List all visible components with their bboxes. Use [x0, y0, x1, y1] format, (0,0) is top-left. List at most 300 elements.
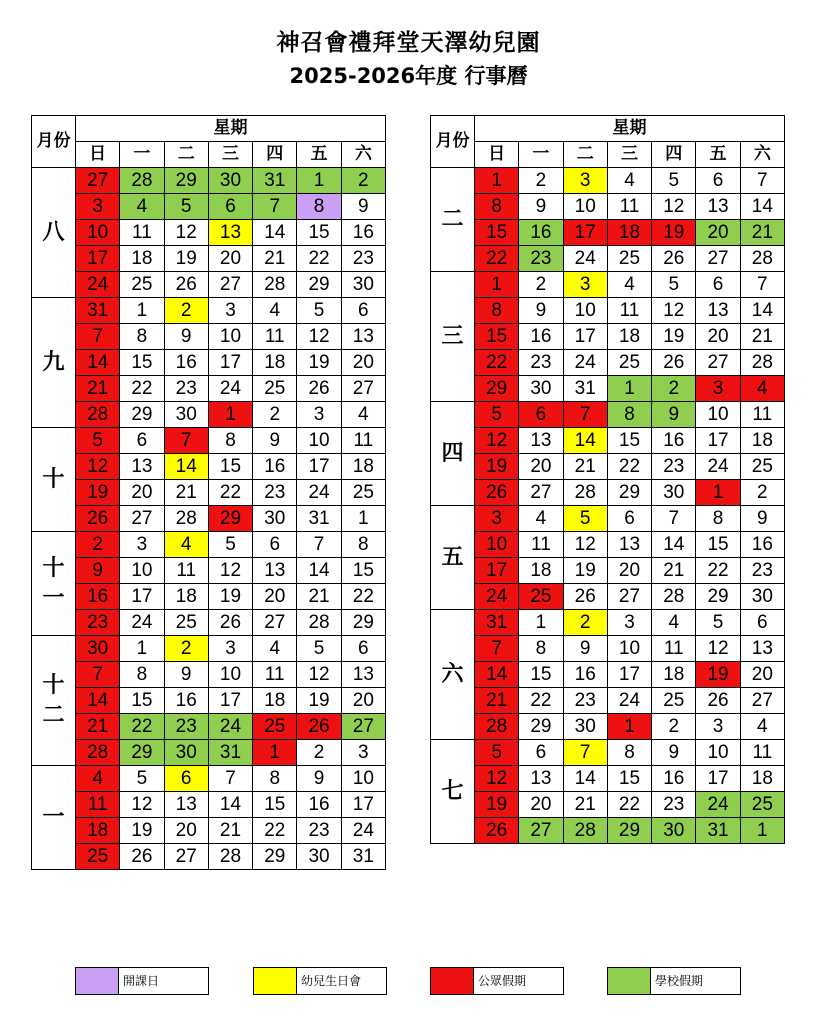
day-cell: 20 — [696, 324, 740, 350]
day-cell: 8 — [120, 324, 164, 350]
month-name: 一 — [42, 804, 65, 830]
day-cell: 19 — [652, 220, 696, 246]
day-cell: 30 — [563, 714, 607, 740]
day-cell: 15 — [253, 792, 297, 818]
day-cell: 13 — [519, 428, 563, 454]
day-cell: 31 — [208, 740, 252, 766]
week-row — [32, 194, 386, 220]
day-cell: 27 — [519, 480, 563, 506]
day-cell: 24 — [607, 688, 651, 714]
week-row — [431, 220, 785, 246]
day-cell: 31 — [563, 376, 607, 402]
week-row — [32, 376, 386, 402]
month-label — [32, 766, 76, 870]
day-cell: 7 — [740, 168, 784, 194]
month-name: 五 — [441, 544, 464, 570]
day-cell: 5 — [208, 532, 252, 558]
day-cell: 15 — [120, 688, 164, 714]
month-name: 十 — [42, 466, 65, 492]
day-cell: 30 — [297, 844, 341, 870]
day-cell: 19 — [297, 688, 341, 714]
day-cell: 27 — [740, 688, 784, 714]
day-cell: 16 — [297, 792, 341, 818]
day-cell: 24 — [297, 480, 341, 506]
day-cell: 5 — [297, 636, 341, 662]
weekday-header: 一 — [519, 142, 563, 168]
day-cell: 8 — [475, 194, 519, 220]
day-cell: 1 — [253, 740, 297, 766]
month-label — [32, 428, 76, 532]
week-row — [32, 480, 386, 506]
day-cell: 30 — [652, 818, 696, 844]
day-cell: 7 — [297, 532, 341, 558]
day-cell: 2 — [76, 532, 120, 558]
day-cell: 11 — [740, 402, 784, 428]
week-row — [431, 376, 785, 402]
day-cell: 24 — [208, 714, 252, 740]
day-cell: 14 — [208, 792, 252, 818]
day-cell: 16 — [563, 662, 607, 688]
day-cell: 28 — [76, 402, 120, 428]
day-cell: 10 — [297, 428, 341, 454]
day-cell: 6 — [253, 532, 297, 558]
day-cell: 24 — [208, 376, 252, 402]
day-cell: 28 — [208, 844, 252, 870]
week-row — [32, 168, 386, 194]
day-cell: 9 — [164, 324, 208, 350]
day-cell: 9 — [164, 662, 208, 688]
day-cell: 11 — [740, 740, 784, 766]
day-cell: 12 — [297, 662, 341, 688]
day-cell: 22 — [607, 454, 651, 480]
day-cell: 14 — [563, 766, 607, 792]
month-label — [431, 272, 475, 402]
day-cell: 13 — [740, 636, 784, 662]
day-cell: 6 — [341, 298, 385, 324]
day-cell: 21 — [475, 688, 519, 714]
day-cell: 24 — [696, 792, 740, 818]
month-name: 八 — [42, 219, 65, 245]
day-cell: 1 — [208, 402, 252, 428]
day-cell: 10 — [208, 324, 252, 350]
month-label — [431, 402, 475, 506]
day-cell: 6 — [120, 428, 164, 454]
day-cell: 2 — [652, 714, 696, 740]
day-cell: 3 — [563, 272, 607, 298]
day-cell: 13 — [253, 558, 297, 584]
month-column-header: 月份 — [32, 116, 76, 168]
day-cell: 14 — [76, 688, 120, 714]
day-cell: 22 — [297, 246, 341, 272]
day-cell: 15 — [208, 454, 252, 480]
day-cell: 18 — [253, 688, 297, 714]
day-cell: 15 — [607, 428, 651, 454]
day-cell: 5 — [652, 168, 696, 194]
day-cell: 21 — [740, 324, 784, 350]
day-cell: 14 — [740, 194, 784, 220]
week-row — [431, 636, 785, 662]
day-cell: 21 — [563, 792, 607, 818]
day-cell: 29 — [164, 168, 208, 194]
day-cell: 25 — [740, 454, 784, 480]
day-cell: 19 — [297, 350, 341, 376]
day-cell: 25 — [76, 844, 120, 870]
week-row — [32, 532, 386, 558]
day-cell: 2 — [563, 610, 607, 636]
day-cell: 16 — [341, 220, 385, 246]
day-cell: 27 — [253, 610, 297, 636]
day-cell: 22 — [475, 350, 519, 376]
day-cell: 26 — [696, 688, 740, 714]
day-cell: 3 — [208, 636, 252, 662]
day-cell: 5 — [164, 194, 208, 220]
day-cell: 17 — [563, 324, 607, 350]
day-cell: 18 — [253, 350, 297, 376]
day-cell: 28 — [563, 818, 607, 844]
day-cell: 27 — [696, 350, 740, 376]
day-cell: 3 — [696, 714, 740, 740]
day-cell: 15 — [519, 662, 563, 688]
day-cell: 19 — [164, 246, 208, 272]
day-cell: 17 — [696, 766, 740, 792]
day-cell: 5 — [297, 298, 341, 324]
day-cell: 2 — [164, 298, 208, 324]
day-cell: 31 — [297, 506, 341, 532]
day-cell: 9 — [519, 194, 563, 220]
week-row — [32, 792, 386, 818]
day-cell: 4 — [740, 714, 784, 740]
week-row — [32, 740, 386, 766]
day-cell: 31 — [341, 844, 385, 870]
week-row — [431, 714, 785, 740]
week-row — [431, 246, 785, 272]
day-cell: 5 — [475, 740, 519, 766]
day-cell: 8 — [253, 766, 297, 792]
day-cell: 1 — [696, 480, 740, 506]
day-cell: 20 — [519, 792, 563, 818]
day-cell: 28 — [740, 246, 784, 272]
month-name: 九 — [42, 349, 65, 375]
day-cell: 8 — [519, 636, 563, 662]
day-cell: 26 — [297, 714, 341, 740]
day-cell: 24 — [563, 350, 607, 376]
day-cell: 21 — [563, 454, 607, 480]
day-cell: 8 — [297, 194, 341, 220]
day-cell: 27 — [696, 246, 740, 272]
day-cell: 4 — [607, 272, 651, 298]
day-cell: 31 — [475, 610, 519, 636]
day-cell: 1 — [297, 168, 341, 194]
day-cell: 27 — [76, 168, 120, 194]
legend-label: 開課日 — [119, 967, 209, 995]
day-cell: 4 — [740, 376, 784, 402]
day-cell: 17 — [297, 454, 341, 480]
day-cell: 29 — [253, 844, 297, 870]
day-cell: 20 — [120, 480, 164, 506]
week-row — [32, 584, 386, 610]
day-cell: 27 — [120, 506, 164, 532]
month-label — [32, 636, 76, 766]
day-cell: 1 — [341, 506, 385, 532]
month-label — [32, 298, 76, 428]
day-cell: 20 — [519, 454, 563, 480]
day-cell: 16 — [76, 584, 120, 610]
week-row — [32, 662, 386, 688]
day-cell: 7 — [740, 272, 784, 298]
day-cell: 6 — [519, 740, 563, 766]
day-cell: 10 — [563, 298, 607, 324]
weekday-header: 三 — [208, 142, 252, 168]
day-cell: 13 — [607, 532, 651, 558]
week-row — [431, 480, 785, 506]
week-row — [32, 272, 386, 298]
day-cell: 29 — [120, 740, 164, 766]
day-cell: 15 — [120, 350, 164, 376]
day-cell: 10 — [475, 532, 519, 558]
month-label — [32, 532, 76, 636]
day-cell: 11 — [253, 324, 297, 350]
day-cell: 4 — [164, 532, 208, 558]
day-cell: 19 — [208, 584, 252, 610]
day-cell: 1 — [519, 610, 563, 636]
week-row — [32, 558, 386, 584]
legend-swatch — [430, 967, 474, 995]
week-row — [32, 766, 386, 792]
day-cell: 5 — [563, 506, 607, 532]
day-cell: 2 — [740, 480, 784, 506]
day-cell: 16 — [164, 350, 208, 376]
day-cell: 28 — [297, 610, 341, 636]
day-cell: 21 — [208, 818, 252, 844]
day-cell: 27 — [607, 584, 651, 610]
day-cell: 29 — [208, 506, 252, 532]
day-cell: 18 — [740, 766, 784, 792]
day-cell: 17 — [607, 662, 651, 688]
day-cell: 9 — [253, 428, 297, 454]
day-cell: 6 — [164, 766, 208, 792]
day-cell: 18 — [341, 454, 385, 480]
day-cell: 16 — [164, 688, 208, 714]
day-cell: 21 — [76, 714, 120, 740]
day-cell: 12 — [120, 792, 164, 818]
day-cell: 5 — [120, 766, 164, 792]
day-cell: 26 — [652, 246, 696, 272]
weekday-header: 二 — [164, 142, 208, 168]
legend-item-school-holiday — [607, 966, 741, 996]
day-cell: 18 — [76, 818, 120, 844]
day-cell: 12 — [475, 428, 519, 454]
day-cell: 7 — [76, 662, 120, 688]
day-cell: 2 — [519, 272, 563, 298]
month-label — [431, 506, 475, 610]
day-cell: 17 — [208, 350, 252, 376]
day-cell: 29 — [696, 584, 740, 610]
day-cell: 26 — [475, 480, 519, 506]
day-cell: 29 — [519, 714, 563, 740]
day-cell: 6 — [208, 194, 252, 220]
day-cell: 30 — [740, 584, 784, 610]
day-cell: 25 — [519, 584, 563, 610]
day-cell: 12 — [164, 220, 208, 246]
day-cell: 3 — [297, 402, 341, 428]
day-cell: 22 — [475, 246, 519, 272]
day-cell: 4 — [120, 194, 164, 220]
day-cell: 8 — [607, 402, 651, 428]
day-cell: 19 — [76, 480, 120, 506]
day-cell: 28 — [652, 584, 696, 610]
day-cell: 1 — [475, 272, 519, 298]
week-row — [32, 350, 386, 376]
day-cell: 31 — [253, 168, 297, 194]
week-row — [32, 220, 386, 246]
day-cell: 12 — [297, 324, 341, 350]
day-cell: 7 — [475, 636, 519, 662]
day-cell: 14 — [253, 220, 297, 246]
weekday-header: 六 — [740, 142, 784, 168]
day-cell: 9 — [297, 766, 341, 792]
day-cell: 27 — [519, 818, 563, 844]
weekday-header: 一 — [120, 142, 164, 168]
day-cell: 8 — [607, 740, 651, 766]
day-cell: 3 — [120, 532, 164, 558]
day-cell: 31 — [696, 818, 740, 844]
day-cell: 22 — [519, 688, 563, 714]
day-cell: 18 — [607, 324, 651, 350]
day-cell: 30 — [164, 740, 208, 766]
day-cell: 15 — [607, 766, 651, 792]
week-row — [431, 272, 785, 298]
day-cell: 19 — [475, 792, 519, 818]
day-cell: 26 — [120, 844, 164, 870]
day-cell: 6 — [696, 168, 740, 194]
day-cell: 27 — [341, 376, 385, 402]
day-cell: 6 — [341, 636, 385, 662]
day-cell: 26 — [475, 818, 519, 844]
week-row — [32, 402, 386, 428]
day-cell: 15 — [341, 558, 385, 584]
day-cell: 8 — [208, 428, 252, 454]
day-cell: 13 — [208, 220, 252, 246]
day-cell: 1 — [740, 818, 784, 844]
day-cell: 25 — [120, 272, 164, 298]
day-cell: 23 — [253, 480, 297, 506]
day-cell: 7 — [164, 428, 208, 454]
weekday-header: 日 — [475, 142, 519, 168]
week-row — [32, 818, 386, 844]
day-cell: 11 — [253, 662, 297, 688]
day-cell: 14 — [76, 350, 120, 376]
day-cell: 26 — [297, 376, 341, 402]
calendar-table-right — [430, 115, 785, 844]
weekday-header: 二 — [563, 142, 607, 168]
day-cell: 20 — [208, 246, 252, 272]
day-cell: 8 — [120, 662, 164, 688]
day-cell: 28 — [563, 480, 607, 506]
day-cell: 16 — [652, 428, 696, 454]
day-cell: 21 — [76, 376, 120, 402]
day-cell: 4 — [253, 298, 297, 324]
calendar-table-left — [31, 115, 386, 870]
day-cell: 16 — [652, 766, 696, 792]
week-row — [431, 584, 785, 610]
day-cell: 17 — [696, 428, 740, 454]
day-cell: 30 — [76, 636, 120, 662]
day-cell: 28 — [164, 506, 208, 532]
day-cell: 4 — [76, 766, 120, 792]
day-cell: 23 — [519, 246, 563, 272]
day-cell: 12 — [563, 532, 607, 558]
day-cell: 14 — [475, 662, 519, 688]
day-cell: 11 — [607, 194, 651, 220]
weekday-header: 五 — [696, 142, 740, 168]
day-cell: 7 — [208, 766, 252, 792]
week-column-header: 星期 — [76, 116, 386, 142]
day-cell: 4 — [341, 402, 385, 428]
day-cell: 11 — [519, 532, 563, 558]
day-cell: 22 — [120, 714, 164, 740]
day-cell: 19 — [696, 662, 740, 688]
week-row — [431, 558, 785, 584]
day-cell: 22 — [120, 376, 164, 402]
day-cell: 9 — [652, 740, 696, 766]
day-cell: 15 — [475, 220, 519, 246]
day-cell: 30 — [652, 480, 696, 506]
day-cell: 13 — [120, 454, 164, 480]
day-cell: 3 — [76, 194, 120, 220]
week-row — [431, 610, 785, 636]
day-cell: 17 — [563, 220, 607, 246]
day-cell: 14 — [563, 428, 607, 454]
day-cell: 23 — [519, 350, 563, 376]
day-cell: 6 — [519, 402, 563, 428]
day-cell: 23 — [164, 376, 208, 402]
week-row — [431, 350, 785, 376]
day-cell: 11 — [164, 558, 208, 584]
week-row — [32, 246, 386, 272]
day-cell: 17 — [76, 246, 120, 272]
week-row — [431, 506, 785, 532]
day-cell: 30 — [341, 272, 385, 298]
month-label — [32, 168, 76, 298]
day-cell: 31 — [76, 298, 120, 324]
day-cell: 22 — [208, 480, 252, 506]
day-cell: 9 — [341, 194, 385, 220]
day-cell: 14 — [164, 454, 208, 480]
day-cell: 15 — [297, 220, 341, 246]
day-cell: 25 — [164, 610, 208, 636]
week-row — [32, 428, 386, 454]
day-cell: 2 — [253, 402, 297, 428]
day-cell: 25 — [253, 376, 297, 402]
week-row — [431, 792, 785, 818]
day-cell: 3 — [607, 610, 651, 636]
week-row — [431, 298, 785, 324]
day-cell: 13 — [519, 766, 563, 792]
weekday-header: 四 — [652, 142, 696, 168]
week-row — [32, 610, 386, 636]
day-cell: 19 — [652, 324, 696, 350]
day-cell: 30 — [208, 168, 252, 194]
day-cell: 23 — [652, 792, 696, 818]
week-row — [431, 428, 785, 454]
week-row — [32, 714, 386, 740]
day-cell: 1 — [120, 636, 164, 662]
day-cell: 29 — [475, 376, 519, 402]
week-row — [431, 402, 785, 428]
day-cell: 12 — [652, 194, 696, 220]
day-cell: 25 — [740, 792, 784, 818]
day-cell: 1 — [475, 168, 519, 194]
